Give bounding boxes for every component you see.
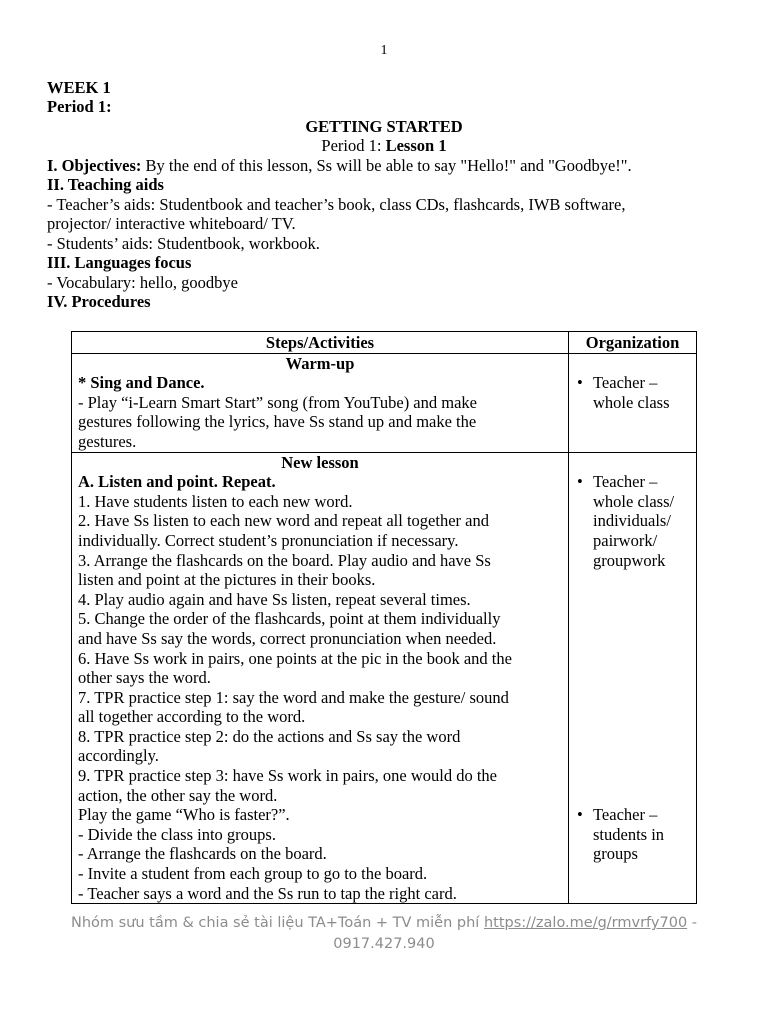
step-line: other says the word. (78, 668, 211, 688)
step-line: individually. Correct student’s pronunciation if necessary. (78, 530, 459, 550)
organization-line: Teacher – (593, 472, 658, 492)
table-header-row (72, 332, 697, 354)
organization-item (575, 805, 690, 864)
organization-line: whole class (593, 392, 670, 412)
footer-link[interactable]: https://zalo.me/g/rmvrfy700 (483, 915, 688, 931)
period-heading: Period 1: (47, 97, 112, 116)
organization-line: whole class/ (593, 491, 675, 511)
step-line: 2. Have Ss listen to each new word and repeat all together and (78, 511, 489, 531)
step-line: action, the other say the word. (78, 785, 278, 805)
footer-suffix: - (687, 915, 698, 931)
organization-line: groups (593, 844, 638, 864)
footer (40, 913, 728, 955)
table-row (72, 452, 697, 904)
organization-line: individuals/ (593, 511, 671, 531)
warmup-cell (72, 353, 569, 452)
new-lesson-heading: New lesson (281, 452, 359, 472)
footer-text: Nhóm sưu tầm & chia sẻ tài liệu TA+Toán + TV miễn phí (70, 915, 484, 931)
step-line: accordingly. (78, 746, 159, 766)
table-row (72, 353, 697, 452)
week-heading: WEEK 1 (47, 78, 111, 97)
step-line: and have Ss say the words, correct pronunciation when needed. (78, 628, 497, 648)
step-line: - Teacher says a word and the Ss run to tap the right card. (78, 883, 457, 903)
bullet-icon: • (577, 805, 583, 825)
footer-phone: 0917.427.940 (333, 936, 435, 952)
step-line: 9. TPR practice step 3: have Ss work in pairs, one would do the (78, 766, 498, 786)
procedures-table (71, 331, 697, 904)
step-line: 6. Have Ss work in pairs, one points at the pic in the book and the (78, 648, 512, 668)
teaching-aids-heading: II. Teaching aids (47, 175, 164, 194)
warmup-organization (569, 353, 697, 452)
step-line: all together according to the word. (78, 707, 306, 727)
new-lesson-activity: A. Listen and point. Repeat. (78, 472, 276, 492)
lesson-subtitle: Period 1: Lesson 1 (321, 136, 447, 155)
bullet-icon: • (577, 472, 583, 492)
new-lesson-cell (72, 452, 569, 904)
step-line: Play the game “Who is faster?”. (78, 805, 290, 825)
step-line: - Play “i-Learn Smart Start” song (from YouTube) and make (78, 392, 477, 412)
step-line: listen and point at the pictures in their books. (78, 570, 376, 590)
new-lesson-lines (78, 492, 562, 903)
step-line: 1. Have students listen to each new word. (78, 491, 353, 511)
steps-header: Steps/Activities (72, 332, 569, 354)
objectives: I. Objectives: By the end of this lesson, Ss will be able to say "Hello!" and "Goodbye!". (47, 156, 632, 175)
bullet-icon: • (577, 373, 583, 393)
students-aids: - Students’ aids: Studentbook, workbook. (47, 234, 320, 253)
organization-line: students in (593, 824, 665, 844)
organization-item (575, 472, 690, 570)
organization-line: groupwork (593, 550, 666, 570)
step-line: 4. Play audio again and have Ss listen, repeat several times. (78, 589, 471, 609)
teaching-aids-line: projector/ interactive whiteboard/ TV. (47, 214, 296, 233)
teaching-aids-line: - Teacher’s aids: Studentbook and teacher’s book, class CDs, flashcards, IWB software, (47, 195, 626, 214)
page-number: 1 (380, 43, 388, 58)
step-line: 5. Change the order of the flashcards, point at them individually (78, 609, 501, 629)
organization-line: Teacher – (593, 805, 658, 825)
warmup-activity: * Sing and Dance. (78, 373, 205, 393)
step-line: 3. Arrange the flashcards on the board. Play audio and have Ss (78, 550, 491, 570)
warmup-lines (78, 393, 562, 452)
organization-header: Organization (569, 332, 697, 354)
step-line: gestures. (78, 431, 137, 451)
lesson-title: GETTING STARTED (305, 117, 463, 136)
step-line: - Arrange the flashcards on the board. (78, 844, 327, 864)
step-line: - Invite a student from each group to go to the board. (78, 864, 428, 884)
procedures-heading: IV. Procedures (47, 292, 151, 311)
warmup-heading: Warm-up (285, 353, 355, 373)
organization-line: pairwork/ (593, 530, 658, 550)
organization-line: Teacher – (593, 373, 658, 393)
new-lesson-organization (569, 452, 697, 904)
step-line: 8. TPR practice step 2: do the actions and Ss say the word (78, 726, 461, 746)
step-line: - Divide the class into groups. (78, 824, 276, 844)
languages-focus-heading: III. Languages focus (47, 253, 192, 272)
vocabulary: - Vocabulary: hello, goodbye (47, 273, 238, 292)
step-line: gestures following the lyrics, have Ss stand up and make the (78, 412, 477, 432)
step-line: 7. TPR practice step 1: say the word and make the gesture/ sound (78, 687, 509, 707)
organization-item (575, 373, 690, 412)
